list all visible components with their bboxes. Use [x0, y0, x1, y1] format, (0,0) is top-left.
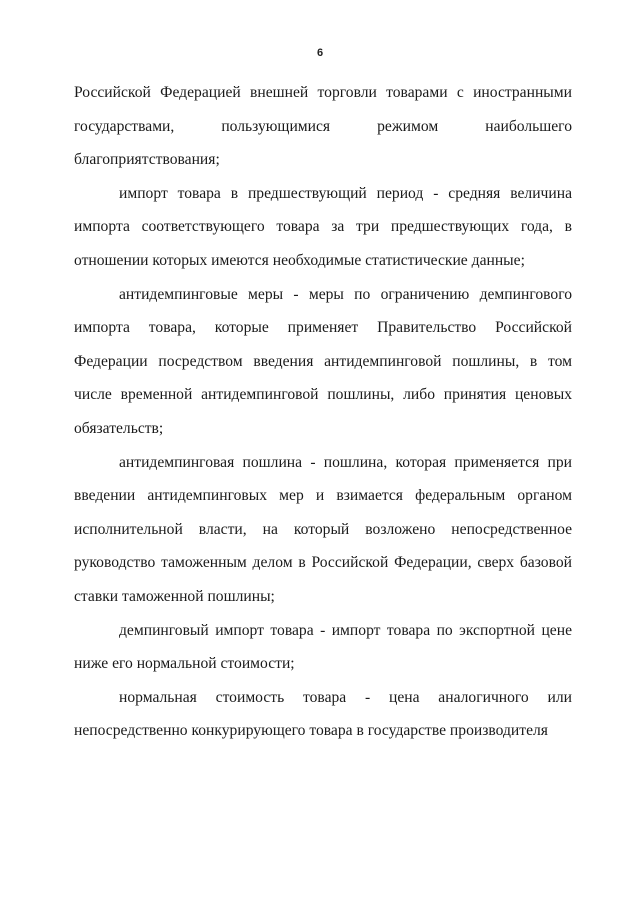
- paragraph: Российской Федерацией внешней торговли товарами с иностранными государствами, пользующимися режимом наибольшего благоприятствования;: [74, 84, 572, 169]
- paragraph: импорт товара в предшествующий период - средняя величина импорта соответствующего товара за три предшествующих года, в отношении которых имеются необходимые статистические данные;: [74, 184, 572, 269]
- paragraph: нормальная стоимость товара - цена аналогичного или непосредственно конкурирующего товара в государстве производителя: [74, 688, 572, 740]
- document-body: [74, 76, 572, 748]
- page-number: 6: [316, 47, 324, 59]
- paragraph: антидемпинговая пошлина - пошлина, которая применяется при введении антидемпинговых мер и взимается федеральным органом исполнительной власти, на который возложено непосредственное руководство таможенным делом в Российской Федерации, сверх базовой ставки таможенной пошлины;: [74, 453, 572, 605]
- paragraph: демпинговый импорт товара - импорт товара по экспортной цене ниже его нормальной стоимости;: [74, 621, 572, 673]
- paragraph: антидемпинговые меры - меры по ограничению демпингового импорта товара, которые применяет Правительство Российской Федерации посредством введения антидемпинговой пошлины, в том числе временной антидемпинговой пошлины, либо принятия ценовых обязательств;: [74, 285, 572, 437]
